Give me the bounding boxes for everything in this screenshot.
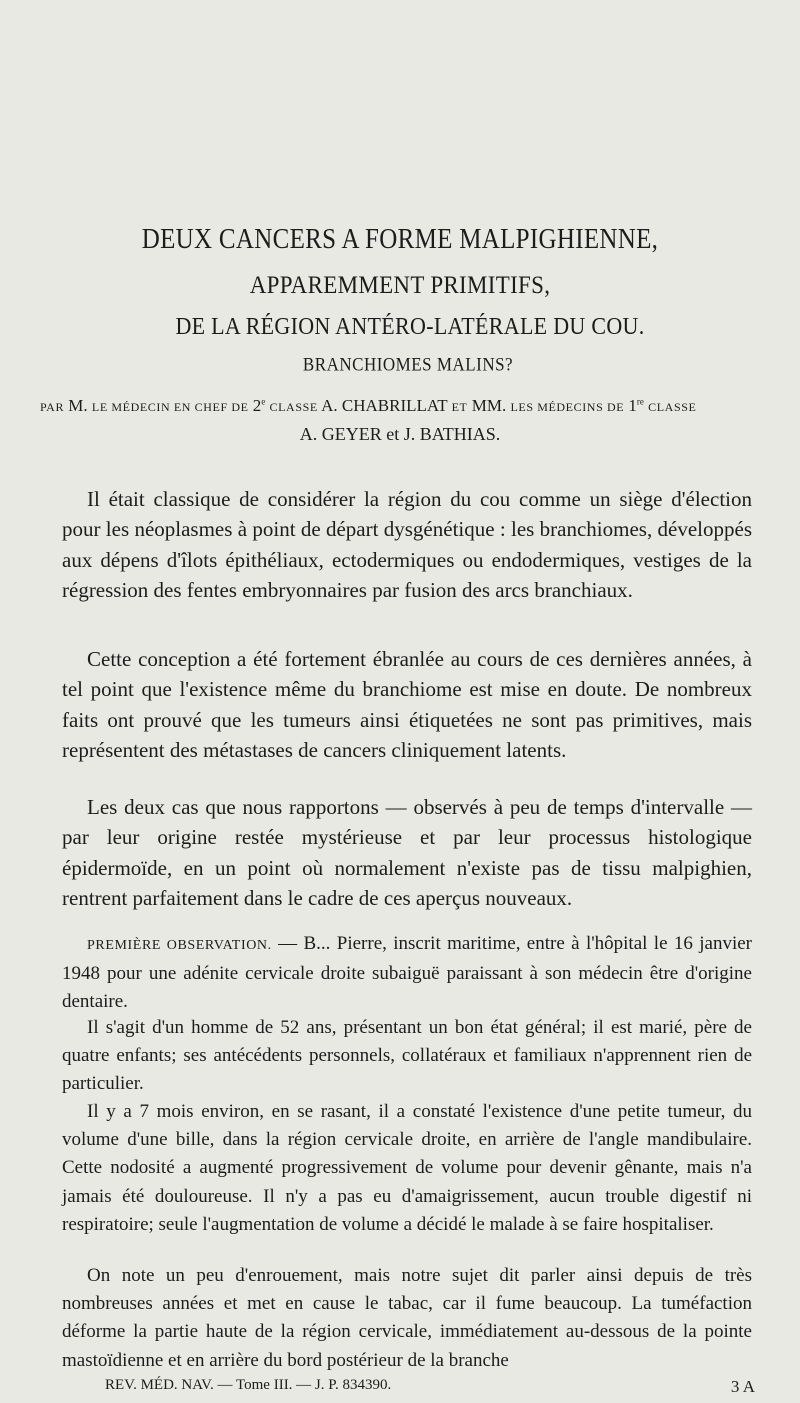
observation-paragraph-4: On note un peu d'enrouement, mais notre sujet dit parler ainsi depuis de très nombreuses années et met en cause le tabac, car il fume beaucoup. La tuméfaction déforme la partie haute de la région cervicale, immédiatement au-dessous de la pointe mastoïdienne et en arrière du bord postérieur de la branche (62, 1265, 752, 1371)
byline-et: ET (451, 400, 468, 414)
byline-par: PAR (40, 400, 65, 414)
observation-heading: PREMIÈRE OBSERVATION. (87, 938, 272, 953)
byline-classe2-num: 2 (252, 396, 262, 415)
byline-authors: A. GEYER et J. BATHIAS. (299, 424, 501, 444)
byline-m: M. (68, 396, 88, 415)
byline-classe1-sup: re (636, 396, 644, 407)
observation-paragraph-3: Il y a 7 mois environ, en se rasant, il a constaté l'existence d'une petite tumeur, du volume d'une bille, dans la région cervicale droite, en arrière de l'angle mandibulaire. Cette nodosité a augmenté progressivement de volume pour devenir gênante, mais n'a jamais été douloureuse. Il n'y a pas eu d'amaigrissement, aucun trouble digestif ni respiratoire; seule l'augmentation de volume a décidé le malade à se faire hospitaliser. (62, 1101, 752, 1235)
byline-classe1-num: 1 (628, 396, 637, 415)
observation-first-text: — B... Pierre, inscrit maritime, entre à l'hôpital le 16 janvier 1948 pour une adénite cervicale droite subaiguë paraissant à son médecin être d'origine dentaire. (62, 933, 752, 1013)
footer (105, 1377, 755, 1394)
observation-paragraph-1 (62, 930, 752, 1017)
byline-author1: A. CHABRILLAT (321, 396, 448, 415)
title-line-3: DE LA RÉGION ANTÉRO-LATÉRALE DU COU. (175, 311, 645, 340)
byline-classe1 (628, 396, 644, 415)
intro-paragraph-3: Les deux cas que nous rapportons — observés à peu de temps d'intervalle — par leur origine restée mystérieuse et par leur processus histologique épidermoïde, en un point où normalement n'existe pas de tissu malpighien, rentrent parfaitement dans le cadre de ces aperçus nouveaux. (62, 795, 752, 910)
byline-line-1 (40, 396, 780, 416)
byline-mm: MM. (471, 396, 507, 415)
byline-classe-word2: CLASSE (648, 400, 697, 414)
byline-le-medecin: LE MÉDECIN EN CHEF DE (91, 400, 249, 414)
intro-paragraph-1: Il était classique de considérer la région du cou comme un siège d'élection pour les néoplasmes à point de départ dysgénétique : les branchiomes, développés aux dépens d'îlots épithéliaux, ectodermiques ou endodermiques, vestiges de la régression des fentes embryonnaires par fusion des arcs branchiaux. (62, 487, 752, 602)
title-line-4: BRANCHIOMES MALINS? (302, 354, 514, 375)
title-line-1: DEUX CANCERS A FORME MALPIGHIENNE, (141, 223, 659, 255)
intro-paragraph-2: Cette conception a été fortement ébranlée au cours de ces dernières années, à tel point que l'existence même du branchiome est mise en doute. De nombreux faits ont prouvé que les tumeurs ainsi étiquetées ne sont pas primitives, mais représentent des métastases de cancers cliniquement latents. (62, 647, 752, 762)
footer-reference: REV. MÉD. NAV. — Tome III. — J. P. 834390. (105, 1377, 392, 1393)
byline-classe2 (253, 396, 266, 415)
observation-paragraph-2: Il s'agit d'un homme de 52 ans, présentant un bon état général; il est marié, père de quatre enfants; ses antécédents personnels, collatéraux et familiaux n'apprennent rien de particulier. (62, 1017, 752, 1095)
footer-signature: 3 A (730, 1377, 755, 1396)
title-line-2: APPAREMMENT PRIMITIFS, (249, 270, 551, 299)
byline-classe-word: CLASSE (269, 400, 318, 414)
byline-classe2-sup: e (261, 396, 266, 407)
byline-les-medecins: LES MÉDECINS DE (510, 400, 625, 414)
